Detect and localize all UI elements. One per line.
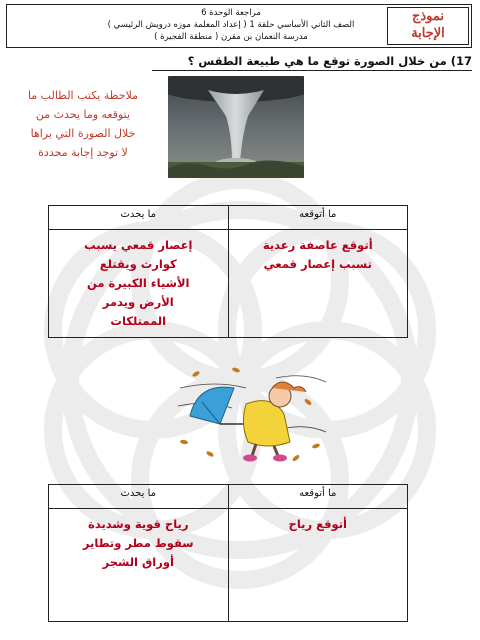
worksheet-header <box>6 4 472 48</box>
answer-line: أتوقع عاصفة رعدية <box>262 238 373 252</box>
answer-cell-happens <box>49 230 229 338</box>
answer-line: رياح قوية وشديدة <box>88 517 189 531</box>
header-class-teacher: الصف الثاني الأساسي حلقة 1 ( إعداد المعلمة موزه درويش الرئيسي ) <box>107 20 355 30</box>
answer-line: أتوقع رياح <box>288 517 347 531</box>
note-line-1: ملاحظة يكتب الطالب ما <box>27 89 139 102</box>
answer-line: سقوط مطر وتطاير <box>82 536 194 550</box>
answer-line: إعصار قمعي يسبب <box>84 238 193 252</box>
answer-cell-happens <box>49 509 229 622</box>
column-header-happens: ما يحدث <box>49 206 229 230</box>
answer-line: الأرض ويدمر <box>102 295 174 309</box>
answer-cell-expect <box>228 230 408 338</box>
answer-cell-expect <box>228 509 408 622</box>
answer-table-wind <box>48 484 408 622</box>
windy-girl-illustration <box>176 358 328 466</box>
header-info <box>81 7 381 43</box>
tornado-photo <box>168 76 304 178</box>
question-17: 17) من خلال الصورة توقع ما هي طبيعة الطقس ؟ <box>187 54 472 68</box>
question-underline <box>152 70 472 71</box>
note-line-4: لا توجد إجابة محددة <box>38 146 128 159</box>
column-header-happens: ما يحدث <box>49 485 229 509</box>
answer-table-tornado <box>48 205 408 338</box>
note-line-3: خلال الصورة التي يراها <box>30 127 136 140</box>
badge-line-1: نموذج <box>411 9 445 24</box>
answer-line: الممتلكات <box>110 314 167 328</box>
answer-line: أوراق الشجر <box>102 555 174 569</box>
header-unit-title: مراجعة الوحدة 6 <box>201 8 261 18</box>
column-header-expect: ما أتوقعه <box>228 485 408 509</box>
teacher-note <box>8 86 158 162</box>
note-line-2: يتوقعه وما يحدث من <box>35 108 131 121</box>
answer-line: الأشياء الكبيرة من <box>87 276 190 290</box>
answer-line: كوارث ويقتلع <box>99 257 177 271</box>
answer-line: تسبب إعصار قمعي <box>263 257 372 271</box>
column-header-expect: ما أتوقعه <box>228 206 408 230</box>
badge-line-2: الإجابة <box>411 26 445 41</box>
answer-key-badge <box>387 7 469 45</box>
header-school: مدرسة النعمان بن مقرن ( منطقة الفجيرة ) <box>154 32 308 42</box>
